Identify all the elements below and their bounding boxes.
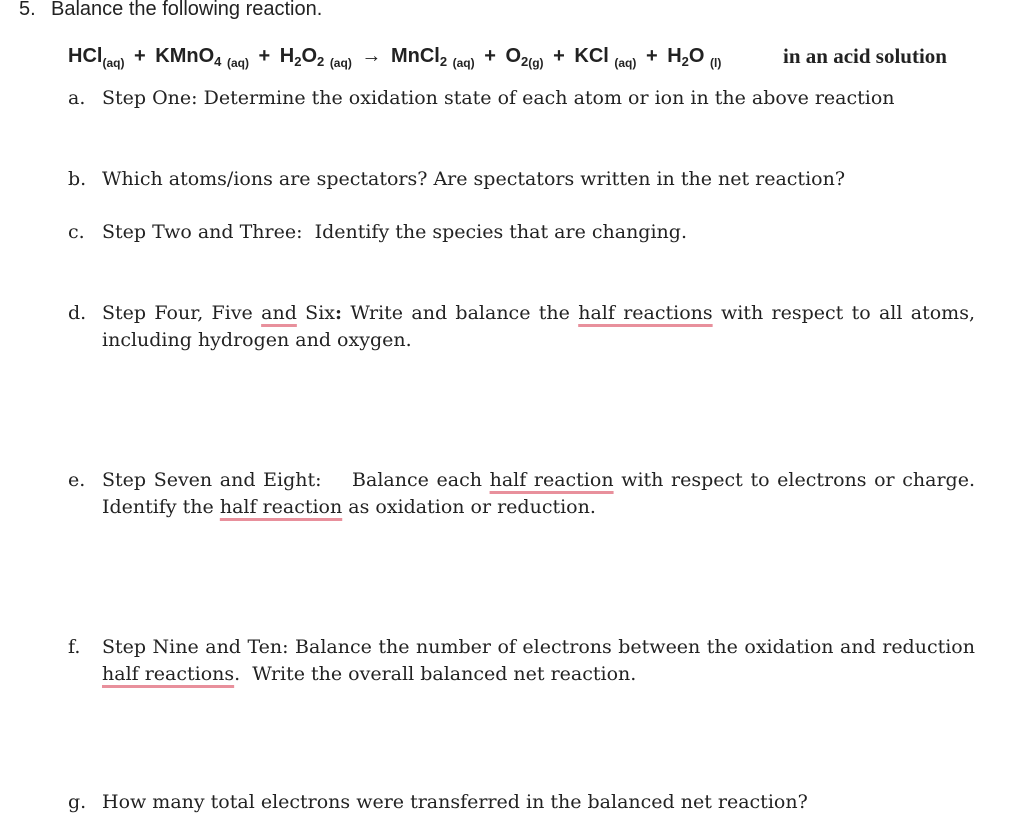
spellcheck-word[interactable]: half reactions xyxy=(102,663,235,685)
plus-sign: + xyxy=(645,45,658,67)
spellcheck-word[interactable]: half reaction xyxy=(219,496,343,518)
item-f-line1: Step Nine and Ten: Balance the number of electrons between the oxidation and reduction xyxy=(102,636,975,658)
spellcheck-word[interactable]: half reaction xyxy=(489,469,614,491)
item-e-label: e. xyxy=(68,469,86,491)
question-number: 5. xyxy=(19,0,36,20)
reactant-hcl: HCl$_{(aq)}$ xyxy=(68,45,125,70)
spellcheck-word[interactable]: and xyxy=(261,302,297,324)
item-d-line2: including hydrogen and oxygen. xyxy=(102,329,412,351)
item-c-label: c. xyxy=(68,221,85,243)
item-b-text: Which atoms/ions are spectators? Are spectators written in the net reaction? xyxy=(102,168,846,190)
plus-sign: + xyxy=(134,45,146,67)
item-f-line2: half reactions. Write the overall balanced net reaction. xyxy=(102,663,637,685)
product-h2o: $H_2O$ $_{(l)}$ xyxy=(667,45,722,70)
equation-context: in an acid solution xyxy=(783,44,947,68)
chemical-equation xyxy=(68,42,721,70)
item-d-line1: Step Four, Five and Six: Write and balance the half reactions with respect to all atoms, xyxy=(102,302,975,324)
item-e-line2: Identify the half reaction as oxidation or reduction. xyxy=(102,496,596,518)
spellcheck-word[interactable]: half reactions xyxy=(578,302,713,324)
item-c-text: Step Two and Three: Identify the species that are changing. xyxy=(102,221,687,243)
plus-sign: + xyxy=(484,45,496,67)
item-f-label: f. xyxy=(68,636,81,658)
item-e-line1: Step Seven and Eight: Balance each half reaction with respect to electrons or charge. xyxy=(102,469,976,491)
question-prompt: Balance the following reaction. xyxy=(51,0,323,20)
item-a-text: Step One: Determine the oxidation state of each atom or ion in the above reaction xyxy=(102,87,895,109)
reactant-kmno4: KMnO$_4$ $_{(aq)}$ xyxy=(155,45,249,70)
plus-sign: + xyxy=(258,45,271,67)
item-b-label: b. xyxy=(68,168,87,190)
item-g-text: How many total electrons were transferred in the balanced net reaction? xyxy=(102,791,808,813)
plus-sign: + xyxy=(553,45,565,67)
item-g-label: g. xyxy=(68,791,87,813)
product-kcl: KCl $_{(aq)}$ xyxy=(574,45,637,70)
product-mncl2: MnCl$_2$ $_{(aq)}$ xyxy=(390,45,475,70)
reactant-h2o2: $H_2O_2$ $_{(aq)}$ xyxy=(279,45,352,70)
item-a-label: a. xyxy=(68,87,86,109)
reaction-arrow: → xyxy=(361,45,382,67)
product-o2: $O_{2(g)}$ xyxy=(505,45,544,70)
item-d-label: d. xyxy=(68,302,87,324)
